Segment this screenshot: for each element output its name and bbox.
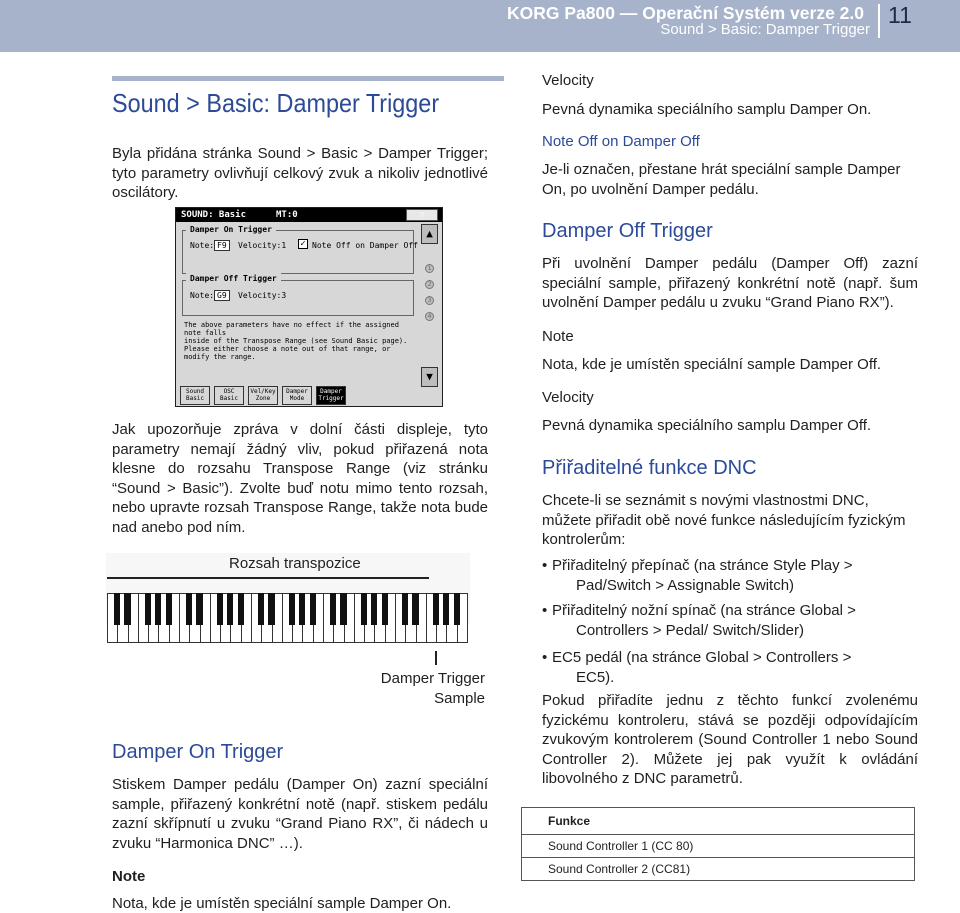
note-off-checkbox-label: Note Off on Damper Off (312, 241, 418, 250)
note-off-text: Je-li označen, přestane hrát speciální sample Damper On, po uvolnění Damper pedálu. (542, 161, 901, 198)
section-title: Sound > Basic: Damper Trigger (112, 88, 440, 118)
velocity-text-off: Pevná dynamika speciálního samplu Damper Off. (542, 417, 872, 434)
assign-paragraph: Pokud přiřadíte jednu z těchto funkcí zvolenému fyzickému kontroleru, stává se později odpovídajícím zvukovým kontrolerem (Sound Controller 1 nebo Sound Controller 2). Můžete jej pak využít k ovládání libovolného z DNC parametrů. (542, 692, 918, 787)
section-rule (112, 76, 504, 81)
bullet-item (542, 556, 918, 595)
black-key (217, 593, 223, 625)
bullet-line-2: Pad/Switch > Assignable Switch) (576, 576, 795, 594)
black-key (155, 593, 161, 625)
damper-on-panel (182, 230, 414, 274)
damper-off-paragraph: Při uvolnění Damper pedálu (Damper Off) zazní speciální sample, přiřazený konkrétní notě (např. šum uvolnění Damper pedálu u zvuku “Grand Piano RX”). (542, 255, 918, 311)
black-key (268, 593, 274, 625)
black-key (412, 593, 418, 625)
damper-off-note-label: Note: (190, 291, 215, 300)
damper-on-heading: Damper On Trigger (112, 741, 284, 763)
black-key (258, 593, 264, 625)
black-key (124, 593, 130, 625)
scroll-up-button[interactable]: ▲ (421, 224, 438, 244)
black-key (238, 593, 244, 625)
dnc-heading: Přiřaditelné funkce DNC (542, 457, 757, 479)
note-label-off: Note (542, 328, 574, 345)
damper-off-velocity-field[interactable]: Velocity:3 (238, 291, 287, 300)
header-subtitle: Sound > Basic: Damper Trigger (660, 21, 870, 38)
black-key (340, 593, 346, 625)
transpose-range-line (107, 577, 429, 579)
page-dot-3[interactable]: 3 (425, 296, 434, 305)
bullet-line-2: EC5). (576, 668, 615, 686)
table-row (522, 835, 915, 858)
tab-sound-basic[interactable]: Sound Basic (180, 386, 210, 405)
note-label-on: Note (112, 868, 146, 885)
screen-title-bar (176, 208, 442, 222)
header-title: KORG Pa800 — Operační Systém verze 2.0 (507, 3, 864, 23)
note-text-off: Nota, kde je umístěn speciální sample Damper Off. (542, 356, 882, 373)
scroll-down-button[interactable]: ▼ (421, 367, 438, 387)
transpose-range-label: Rozsah transpozice (229, 555, 361, 572)
table-cell: Sound Controller 2 (CC81) (522, 858, 915, 881)
black-key (454, 593, 460, 625)
damper-on-note-field[interactable]: F9 (214, 240, 230, 251)
velocity-label-off: Velocity (542, 389, 594, 406)
black-key (227, 593, 233, 625)
velocity-text-on: Pevná dynamika speciálního samplu Damper On. (542, 101, 872, 118)
tab-damper-trigger[interactable]: Damper Trigger (316, 386, 346, 405)
damper-trigger-sample-label: Damper Trigger Sample (380, 670, 485, 707)
black-key (186, 593, 192, 625)
note-off-checkbox[interactable]: ✓ (298, 239, 308, 249)
damper-on-note-label: Note: (190, 241, 215, 250)
bullet-line-1: Přiřaditelný přepínač (na stránce Style Play > (552, 557, 853, 574)
page-menu-button[interactable]: ▽ (406, 209, 438, 221)
bullet-dot: • (542, 649, 548, 666)
bullet-line-1: Přiřaditelný nožní spínač (na stránce Global > (552, 602, 856, 619)
sample-marker (435, 651, 437, 665)
screen-mt: MT:0 (276, 210, 298, 220)
tab-vel-key-zone[interactable]: Vel/Key Zone (248, 386, 278, 405)
screen-tab-bar (180, 386, 440, 406)
velocity-label-on: Velocity (542, 72, 594, 89)
page-dot-1[interactable]: 1 (425, 264, 434, 273)
black-key (299, 593, 305, 625)
damper-on-panel-title: Damper On Trigger (186, 224, 276, 236)
screen-title: SOUND: Basic (181, 210, 247, 220)
black-key (330, 593, 336, 625)
bullet-item (542, 601, 918, 640)
page-dot-2[interactable]: 2 (425, 280, 434, 289)
damper-off-panel-title: Damper Off Trigger (186, 273, 281, 285)
intro-paragraph: Byla přidána stránka Sound > Basic > Damper Trigger; tyto parametry ovlivňují celkový zvuk a nikoliv jednotlivé oscilátory. (112, 145, 488, 201)
note-text-on: Nota, kde je umístěn speciální sample Damper On. (112, 895, 452, 912)
bullet-line-2: Controllers > Pedal/ Switch/Slider) (576, 621, 805, 639)
keyboard (107, 593, 467, 643)
damper-off-note-field[interactable]: G9 (214, 290, 230, 301)
header-divider (878, 4, 880, 38)
dnc-paragraph: Chcete-li se seznámit s novými vlastnostmi DNC, můžete přiřadit obě nové funkce následujícím fyzickým kontrolerům: (542, 492, 906, 548)
table-header-row (522, 808, 915, 835)
black-key (166, 593, 172, 625)
tab-damper-mode[interactable]: Damper Mode (282, 386, 312, 405)
damper-trigger-screen (175, 207, 443, 407)
screen-warning-message: The above parameters have no effect if the assigned note falls inside of the Transpose Range (see Sound Basic page). Please either choose a note out of that range, or modify the range. (184, 321, 408, 361)
bullet-dot: • (542, 557, 548, 574)
table-cell: Sound Controller 1 (CC 80) (522, 835, 915, 858)
damper-off-heading: Damper Off Trigger (542, 220, 713, 242)
black-key (114, 593, 120, 625)
bullet-line-1: EC5 pedál (na stránce Global > Controllers > (552, 649, 852, 666)
table-header-cell: Funkce (522, 808, 915, 835)
black-key (433, 593, 439, 625)
black-key (402, 593, 408, 625)
black-key (361, 593, 367, 625)
damper-on-velocity-field[interactable]: Velocity:1 (238, 241, 287, 250)
transpose-warning-paragraph: Jak upozorňuje zpráva v dolní části displeje, tyto parametry nemají žádný vliv, pokud přiřazená nota klesne do rozsahu Transpose Range (viz stránku “Sound > Basic”). Zvolte buď notu mimo tento rozsah, nebo upravte rozsah Transpose Range, takže nota bude nad anebo pod ním. (112, 421, 488, 536)
tab-osc-basic[interactable]: OSC Basic (214, 386, 244, 405)
black-key (443, 593, 449, 625)
bullet-dot: • (542, 602, 548, 619)
black-key (310, 593, 316, 625)
function-table (521, 807, 915, 881)
table-row (522, 858, 915, 881)
note-off-label: Note Off on Damper Off (542, 133, 700, 150)
black-key (382, 593, 388, 625)
black-key (289, 593, 295, 625)
page-number: 11 (888, 2, 912, 28)
screen-scrollbar[interactable] (421, 224, 439, 388)
black-key (371, 593, 377, 625)
bullet-item (542, 648, 918, 687)
page-dot-4[interactable]: 4 (425, 312, 434, 321)
black-key (145, 593, 151, 625)
damper-on-paragraph: Stiskem Damper pedálu (Damper On) zazní speciální sample, přiřazený konkrétní notě (např. stiskem pedálu zazní skřípnutí u zvuku “Grand Piano RX”, či nádech u zvuku “Harmonica DNC” …). (112, 776, 488, 852)
black-key (196, 593, 202, 625)
